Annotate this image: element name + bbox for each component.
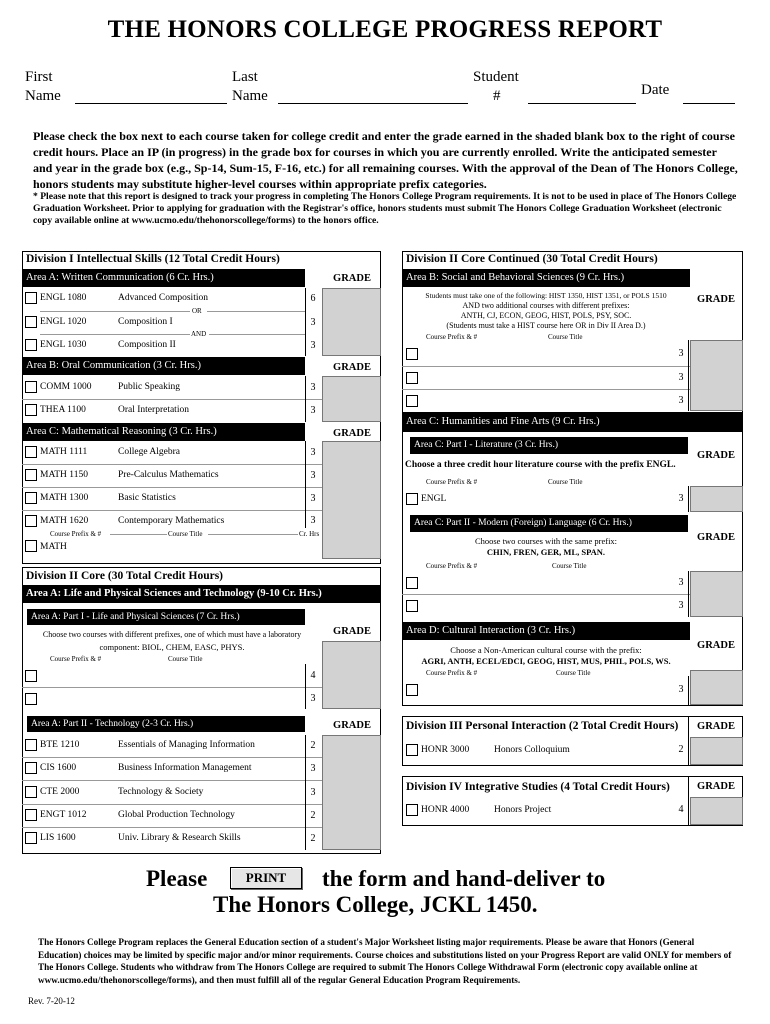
prefix-label: Course Prefix & # bbox=[426, 562, 478, 570]
credit-hours: 2 bbox=[310, 833, 316, 844]
credit-hours: 4 bbox=[678, 804, 684, 815]
last-label-2: Name bbox=[232, 88, 268, 104]
credit-hours: 3 bbox=[678, 600, 684, 611]
course-code: ENGT 1012 bbox=[40, 810, 87, 820]
checkbox-math-1620[interactable] bbox=[25, 515, 37, 527]
last-name-field[interactable] bbox=[278, 103, 468, 104]
course-name: Honors Colloquium bbox=[494, 745, 570, 755]
course-code: BTE 1210 bbox=[40, 740, 80, 750]
student-hash: # bbox=[493, 88, 501, 104]
note: * Please note that this report is designed to track your progress in completing The Honors College Program requirements. It is not to be used in place of The Honors College Graduation Worksheet. Prior to applying for graduation with the Registrar's office, honors students must submit The Honors College Graduation Worksheet (electronic copy available online at www.ucmo.edu/thehonorscollege/forms) to the honors office. bbox=[33, 191, 737, 226]
area-b-oral-bar: Area B: Oral Communication (3 Cr. Hrs.) bbox=[22, 357, 305, 375]
title-label: Course Title bbox=[552, 562, 587, 570]
title-label: Course Title bbox=[168, 655, 203, 663]
course-name: Composition II bbox=[118, 340, 176, 350]
course-code: ENGL 1030 bbox=[40, 340, 87, 350]
course-code: LIS 1600 bbox=[40, 833, 76, 843]
credit-hours: 3 bbox=[310, 340, 316, 351]
course-name: Univ. Library & Research Skills bbox=[118, 833, 241, 843]
revision-date: Rev. 7-20-12 bbox=[28, 996, 75, 1006]
checkbox-social-2[interactable] bbox=[406, 372, 418, 384]
print-button[interactable]: PRINT bbox=[230, 867, 302, 889]
grade-header: GRADE bbox=[333, 428, 371, 439]
course-name: Pre-Calculus Mathematics bbox=[118, 470, 219, 480]
part-1-literature-bar: Area C: Part I - Literature (3 Cr. Hrs.) bbox=[410, 437, 688, 454]
divider bbox=[208, 534, 298, 535]
credit-hours: 3 bbox=[310, 317, 316, 328]
grade-cell-language[interactable] bbox=[690, 571, 743, 617]
grade-cell-area-c[interactable] bbox=[322, 441, 381, 559]
credit-hours: 3 bbox=[678, 684, 684, 695]
divider bbox=[402, 366, 690, 367]
divider bbox=[305, 441, 306, 528]
checkbox-science-2[interactable] bbox=[25, 693, 37, 705]
credit-hours: 2 bbox=[310, 810, 316, 821]
credit-hours: 2 bbox=[310, 740, 316, 751]
language-instructions-2: CHIN, FREN, GER, ML, SPAN. bbox=[486, 547, 606, 557]
deliver-instruction: the form and hand-deliver to bbox=[322, 866, 606, 891]
divider bbox=[305, 288, 306, 356]
cultural-instructions-1: Choose a Non-American cultural course with the prefix: bbox=[450, 645, 642, 655]
grade-header: GRADE bbox=[697, 450, 735, 461]
course-code: ENGL 1020 bbox=[40, 317, 87, 327]
course-name: Essentials of Managing Information bbox=[118, 740, 255, 750]
divider bbox=[110, 534, 167, 535]
area-c-math-bar: Area C: Mathematical Reasoning (3 Cr. Hrs.) bbox=[22, 423, 305, 441]
grade-cell-part-2[interactable] bbox=[322, 735, 381, 850]
first-label: First bbox=[25, 69, 53, 85]
grade-header: GRADE bbox=[333, 626, 371, 637]
area-c-humanities-bar: Area C: Humanities and Fine Arts (9 Cr. Hrs.) bbox=[402, 412, 743, 432]
divider bbox=[688, 676, 689, 705]
divider bbox=[402, 594, 690, 595]
checkbox-honr-3000[interactable] bbox=[406, 744, 418, 756]
division-4-title: Division IV Integrative Studies (4 Total Credit Hours) bbox=[406, 781, 670, 793]
part-1-instructions-2: component: BIOL, CHEM, EASC, PHYS. bbox=[99, 642, 245, 652]
course-name: Public Speaking bbox=[118, 382, 181, 392]
course-code: HONR 3000 bbox=[421, 745, 470, 755]
divider bbox=[22, 804, 322, 805]
course-code: MATH 1620 bbox=[40, 516, 89, 526]
checkbox-honr-4000[interactable] bbox=[406, 804, 418, 816]
grade-header: GRADE bbox=[697, 781, 735, 792]
divider bbox=[305, 735, 306, 850]
divider bbox=[22, 780, 322, 781]
prefix-label: Course Prefix & # bbox=[426, 478, 478, 486]
prefix-label: Course Prefix & # bbox=[50, 655, 102, 663]
area-b-instructions-1: Students must take one of the following: HIST 1350, HIST 1351, or POLS 1510 bbox=[425, 291, 667, 300]
credit-hours: 3 bbox=[310, 382, 316, 393]
title-label: Course Title bbox=[548, 478, 583, 486]
student-label: Student bbox=[473, 69, 519, 85]
grade-cell-literature[interactable] bbox=[690, 486, 743, 512]
divider bbox=[22, 487, 322, 488]
area-b-instructions-2: AND two additional courses with different prefixes: bbox=[462, 301, 630, 310]
course-code: MATH bbox=[40, 542, 67, 552]
credit-hours: 3 bbox=[310, 447, 316, 458]
prefix-label: Course Prefix & # bbox=[426, 333, 478, 341]
prefix-label: Course Prefix & # bbox=[426, 669, 478, 677]
page-title: THE HONORS COLLEGE PROGRESS REPORT bbox=[107, 16, 663, 43]
credit-hours: 3 bbox=[310, 787, 316, 798]
credit-hours: 3 bbox=[678, 372, 684, 383]
course-code: CIS 1600 bbox=[40, 763, 77, 773]
checkbox-engt-1012[interactable] bbox=[25, 809, 37, 821]
delivery-location: The Honors College, JCKL 1450. bbox=[213, 892, 538, 917]
part-2-bar: Area A: Part II - Technology (2-3 Cr. Hrs.) bbox=[27, 716, 305, 732]
please-label: Please bbox=[146, 866, 208, 891]
title-label: Course Title bbox=[168, 530, 203, 538]
divider bbox=[688, 571, 689, 617]
divider bbox=[22, 464, 322, 465]
or-label: OR bbox=[192, 307, 202, 315]
date-field[interactable] bbox=[683, 103, 735, 104]
area-a-science-bar: Area A: Life and Physical Sciences and Technology (9-10 Cr. Hrs.) bbox=[22, 585, 381, 603]
credit-hours: 6 bbox=[310, 293, 316, 304]
credit-hours: 3 bbox=[310, 763, 316, 774]
course-name: Basic Statistics bbox=[118, 493, 176, 503]
division-1-title: Division I Intellectual Skills (12 Total Credit Hours) bbox=[26, 253, 280, 265]
course-name: Composition I bbox=[118, 317, 173, 327]
area-a-written-bar: Area A: Written Communication (6 Cr. Hrs.) bbox=[22, 269, 305, 287]
grade-header: GRADE bbox=[333, 362, 371, 373]
grade-header: GRADE bbox=[697, 532, 735, 543]
grade-cell-part-1[interactable] bbox=[322, 641, 381, 709]
checkbox-science-1[interactable] bbox=[25, 670, 37, 682]
grade-cell-division-4[interactable] bbox=[690, 797, 743, 825]
course-name: Oral Interpretation bbox=[118, 405, 189, 415]
course-name: Advanced Composition bbox=[118, 293, 208, 303]
credit-hours: 4 bbox=[310, 670, 316, 681]
division-2-continued-title: Division II Core Continued (30 Total Credit Hours) bbox=[406, 253, 658, 265]
course-code: CTE 2000 bbox=[40, 787, 80, 797]
checkbox-comm-1000[interactable] bbox=[25, 381, 37, 393]
checkbox-engl-lit[interactable] bbox=[406, 493, 418, 505]
footer-note: The Honors College Program replaces the General Education section of a student's Major Worksheet listing major requirements. Please be aware that Honors (General Education) choices may be limited by specific major and/or minor requirements. Course choices and substitutions listed on your Progress Report are valid ONLY for members of The Honors College. Students who withdraw from The Honors College are required to submit The Honors College Withdrawal Form (electronic copy available online at www.ucmo.edu/thehonorscollege/forms), and then must fulfill all of the regular General Education Program Requirements. bbox=[38, 937, 732, 985]
credit-hours: 3 bbox=[310, 515, 316, 526]
checkbox-social-1[interactable] bbox=[406, 348, 418, 360]
cr-label: Cr. Hrs bbox=[299, 530, 320, 538]
grade-header: GRADE bbox=[697, 640, 735, 651]
checkbox-thea-1100[interactable] bbox=[25, 404, 37, 416]
checkbox-math-other[interactable] bbox=[25, 540, 37, 552]
divider bbox=[688, 716, 689, 766]
student-number-field[interactable] bbox=[528, 103, 636, 104]
course-name: College Algebra bbox=[118, 447, 180, 457]
divider bbox=[40, 311, 190, 312]
credit-hours: 3 bbox=[678, 577, 684, 588]
checkbox-cte-2000[interactable] bbox=[25, 786, 37, 798]
division-3-title: Division III Personal Interaction (2 Total Credit Hours) bbox=[406, 720, 679, 732]
credit-hours: 3 bbox=[310, 693, 316, 704]
course-code: ENGL 1080 bbox=[40, 293, 87, 303]
divider bbox=[22, 399, 322, 400]
course-code: MATH 1300 bbox=[40, 493, 89, 503]
course-code: THEA 1100 bbox=[40, 405, 86, 415]
checkbox-lis-1600[interactable] bbox=[25, 832, 37, 844]
first-name-field[interactable] bbox=[75, 103, 227, 104]
credit-hours: 3 bbox=[678, 493, 684, 504]
course-name: Business Information Management bbox=[118, 763, 252, 773]
area-b-instructions-4: (Students must take a HIST course here OR in Div II Area D.) bbox=[446, 321, 646, 330]
credit-hours: 3 bbox=[310, 405, 316, 416]
checkbox-math-1150[interactable] bbox=[25, 469, 37, 481]
credit-hours: 3 bbox=[310, 493, 316, 504]
course-name: Honors Project bbox=[494, 805, 552, 815]
divider bbox=[40, 334, 190, 335]
division-2-title: Division II Core (30 Total Credit Hours) bbox=[26, 570, 224, 582]
course-name: Global Production Technology bbox=[118, 810, 235, 820]
grade-header: GRADE bbox=[333, 273, 371, 284]
first-label-2: Name bbox=[25, 88, 61, 104]
divider bbox=[688, 776, 689, 826]
grade-cell-area-b[interactable] bbox=[322, 376, 381, 422]
checkbox-engl-1030[interactable] bbox=[25, 339, 37, 351]
and-label: AND bbox=[191, 330, 207, 338]
grade-cell-area-a[interactable] bbox=[322, 288, 381, 356]
checkbox-engl-1080[interactable] bbox=[25, 292, 37, 304]
grade-cell-division-3[interactable] bbox=[690, 737, 743, 765]
divider bbox=[688, 340, 689, 411]
grade-header: GRADE bbox=[697, 294, 735, 305]
divider bbox=[22, 757, 322, 758]
course-name: Contemporary Mathematics bbox=[118, 516, 225, 526]
grade-cell-cultural[interactable] bbox=[690, 670, 743, 705]
divider bbox=[209, 334, 305, 335]
divider bbox=[305, 376, 306, 422]
checkbox-cis-1600[interactable] bbox=[25, 762, 37, 774]
divider bbox=[207, 311, 305, 312]
checkbox-engl-1020[interactable] bbox=[25, 316, 37, 328]
checkbox-language-1[interactable] bbox=[406, 577, 418, 589]
course-name: Technology & Society bbox=[118, 787, 204, 797]
grade-header: GRADE bbox=[333, 720, 371, 731]
area-b-social-bar: Area B: Social and Behavioral Sciences (9 Cr. Hrs.) bbox=[402, 269, 690, 287]
cultural-instructions-2: AGRI, ANTH, ECEL/EDCI, GEOG, HIST, MUS, PHIL, POLS, WS. bbox=[421, 656, 671, 666]
checkbox-math-1111[interactable] bbox=[25, 446, 37, 458]
instructions: Please check the box next to each course taken for college credit and enter the grade earned in the shaded blank box to the right of course credit hours. Place an IP (in progress) in the grade box for courses in which you are currently enrolled. Write the anticipated semester and year in the grade box (e.g., Sp-14, Sum-15, F-16, etc.) for all remaining courses. With the approval of the Dean of The Honors College, honors students may substitute higher-level courses within appropriate prefix categories. bbox=[33, 129, 738, 191]
part-2-language-bar: Area C: Part II - Modern (Foreign) Language (6 Cr. Hrs.) bbox=[410, 515, 688, 532]
course-code: HONR 4000 bbox=[421, 805, 470, 815]
checkbox-language-2[interactable] bbox=[406, 600, 418, 612]
language-instructions-1: Choose two courses with the same prefix: bbox=[474, 536, 618, 546]
divider bbox=[22, 827, 322, 828]
date-label: Date bbox=[641, 82, 670, 98]
credit-hours: 3 bbox=[678, 395, 684, 406]
title-label: Course Title bbox=[548, 333, 583, 341]
grade-cell-area-b[interactable] bbox=[690, 340, 743, 411]
credit-hours: 2 bbox=[678, 744, 684, 755]
area-b-instructions-3: ANTH, CJ, ECON, GEOG, HIST, POLS, PSY, SOC. bbox=[460, 311, 632, 320]
checkbox-social-3[interactable] bbox=[406, 395, 418, 407]
credit-hours: 3 bbox=[678, 348, 684, 359]
checkbox-bte-1210[interactable] bbox=[25, 739, 37, 751]
title-label: Course Title bbox=[556, 669, 591, 677]
divider bbox=[688, 486, 689, 512]
prefix-label: Course Prefix & # bbox=[50, 530, 102, 538]
divider bbox=[305, 664, 306, 709]
part-1-bar: Area A: Part I - Life and Physical Sciences (7 Cr. Hrs.) bbox=[27, 609, 305, 625]
course-code: ENGL bbox=[421, 494, 447, 504]
last-label: Last bbox=[232, 69, 258, 85]
divider bbox=[402, 389, 690, 390]
course-code: MATH 1150 bbox=[40, 470, 88, 480]
grade-header: GRADE bbox=[697, 721, 735, 732]
divider bbox=[22, 687, 322, 688]
literature-instructions: Choose a three credit hour literature course with the prefix ENGL. bbox=[405, 460, 676, 470]
checkbox-math-1300[interactable] bbox=[25, 492, 37, 504]
course-code: COMM 1000 bbox=[40, 382, 92, 392]
course-code: MATH 1111 bbox=[40, 447, 88, 457]
credit-hours: 3 bbox=[310, 470, 316, 481]
part-1-instructions: Choose two courses with different prefixes, one of which must have a laboratory bbox=[42, 630, 302, 639]
area-d-cultural-bar: Area D: Cultural Interaction (3 Cr. Hrs.) bbox=[402, 622, 690, 640]
checkbox-cultural[interactable] bbox=[406, 684, 418, 696]
divider bbox=[22, 510, 322, 511]
